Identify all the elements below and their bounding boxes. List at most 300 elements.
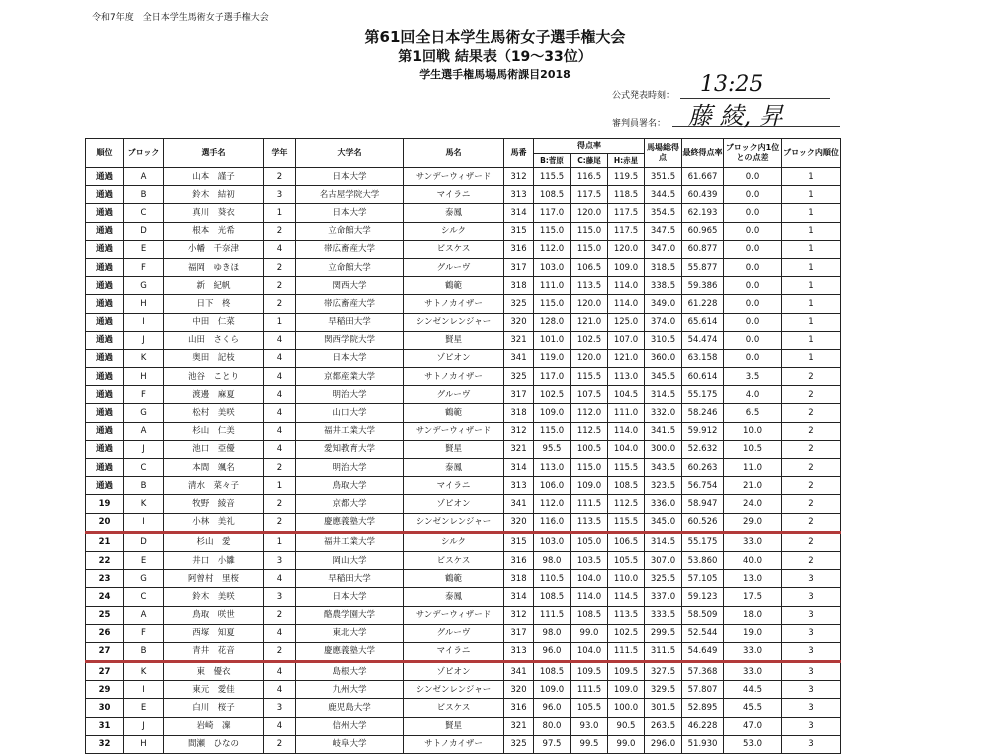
cell-rider: 本間 颯名	[164, 459, 264, 477]
cell-score-c: 116.5	[571, 168, 608, 186]
cell-final-rate: 55.175	[682, 532, 724, 551]
cell-horse: サトノカイザー	[404, 295, 504, 313]
cell-horse: ビスケス	[404, 699, 504, 717]
cell-horse: シルク	[404, 532, 504, 551]
cell-horse: 賢星	[404, 717, 504, 735]
cell-grade: 4	[264, 662, 296, 681]
cell-number: 321	[504, 331, 534, 349]
cell-grade: 3	[264, 186, 296, 204]
cell-block: F	[124, 624, 164, 642]
cell-score-h: 90.5	[608, 717, 645, 735]
cell-block-rank: 3	[782, 606, 841, 624]
table-row	[86, 168, 841, 186]
cell-block-rank: 2	[782, 459, 841, 477]
cell-diff: 4.0	[724, 386, 782, 404]
cell-horse: 賢星	[404, 331, 504, 349]
cell-number: 341	[504, 495, 534, 513]
cell-rank: 21	[86, 532, 124, 551]
cell-total: 301.5	[645, 699, 682, 717]
cell-score-c: 105.5	[571, 699, 608, 717]
cell-final-rate: 54.474	[682, 331, 724, 349]
cell-score-b: 111.5	[534, 606, 571, 624]
table-row	[86, 440, 841, 458]
cell-block: G	[124, 277, 164, 295]
cell-horse: ゾピオン	[404, 349, 504, 367]
cell-block: I	[124, 313, 164, 331]
cell-number: 313	[504, 642, 534, 661]
table-row	[86, 570, 841, 588]
cell-block-rank: 3	[782, 662, 841, 681]
cell-score-c: 115.0	[571, 240, 608, 258]
table-row	[86, 331, 841, 349]
cell-score-c: 115.0	[571, 222, 608, 240]
cell-total: 325.5	[645, 570, 682, 588]
cell-rank: 20	[86, 513, 124, 532]
cell-rider: 鳥取 咲世	[164, 606, 264, 624]
cell-total: 354.5	[645, 204, 682, 222]
cell-block-rank: 2	[782, 551, 841, 569]
table-row	[86, 513, 841, 532]
cell-total: 314.5	[645, 386, 682, 404]
cell-rank: 通過	[86, 204, 124, 222]
cell-rank: 通過	[86, 459, 124, 477]
cell-block: J	[124, 440, 164, 458]
cell-diff: 0.0	[724, 258, 782, 276]
cell-score-c: 99.5	[571, 735, 608, 753]
cell-diff: 17.5	[724, 588, 782, 606]
cell-total: 310.5	[645, 331, 682, 349]
cell-grade: 4	[264, 240, 296, 258]
cell-score-b: 103.0	[534, 258, 571, 276]
cell-number: 314	[504, 459, 534, 477]
table-row	[86, 662, 841, 681]
cell-block: C	[124, 204, 164, 222]
cell-rank: 通過	[86, 477, 124, 495]
cell-horse: ゾピオン	[404, 662, 504, 681]
cell-score-b: 108.5	[534, 662, 571, 681]
cell-score-h: 106.5	[608, 532, 645, 551]
cell-block: K	[124, 349, 164, 367]
cell-rider: 小幡 千奈津	[164, 240, 264, 258]
cell-total: 336.0	[645, 495, 682, 513]
cell-score-b: 115.5	[534, 168, 571, 186]
cell-block: I	[124, 513, 164, 532]
cell-rank: 通過	[86, 440, 124, 458]
cell-block-rank: 3	[782, 717, 841, 735]
cell-total: 374.0	[645, 313, 682, 331]
cell-score-h: 104.5	[608, 386, 645, 404]
cell-score-h: 115.5	[608, 513, 645, 532]
results-body	[86, 168, 841, 754]
cell-rider: 根本 光希	[164, 222, 264, 240]
cell-diff: 3.5	[724, 368, 782, 386]
table-row	[86, 204, 841, 222]
cell-horse: サンデーウィザード	[404, 606, 504, 624]
cell-rank: 24	[86, 588, 124, 606]
cell-number: 316	[504, 240, 534, 258]
cell-grade: 2	[264, 222, 296, 240]
cell-diff: 0.0	[724, 349, 782, 367]
header-diff: ブロック内1位との点差	[724, 139, 782, 168]
cell-total: 360.0	[645, 349, 682, 367]
cell-final-rate: 59.123	[682, 588, 724, 606]
table-row	[86, 222, 841, 240]
cell-horse: グルーヴ	[404, 624, 504, 642]
cell-horse: 賢星	[404, 440, 504, 458]
cell-rider: 東元 愛佳	[164, 681, 264, 699]
cell-diff: 0.0	[724, 240, 782, 258]
cell-block: B	[124, 477, 164, 495]
cell-university: 立命館大学	[296, 258, 404, 276]
cell-rank: 32	[86, 735, 124, 753]
cell-block: J	[124, 717, 164, 735]
cell-score-b: 108.5	[534, 186, 571, 204]
cell-total: 314.5	[645, 532, 682, 551]
cell-block-rank: 1	[782, 349, 841, 367]
cell-rank: 通過	[86, 168, 124, 186]
cell-score-c: 108.5	[571, 606, 608, 624]
cell-diff: 33.0	[724, 662, 782, 681]
cell-rank: 通過	[86, 240, 124, 258]
cell-score-h: 119.5	[608, 168, 645, 186]
cell-score-b: 119.0	[534, 349, 571, 367]
cell-grade: 4	[264, 404, 296, 422]
cell-final-rate: 58.947	[682, 495, 724, 513]
cell-block-rank: 1	[782, 258, 841, 276]
cell-rank: 25	[86, 606, 124, 624]
header-judge-b: B:菅原	[534, 154, 571, 168]
cell-score-h: 121.0	[608, 349, 645, 367]
cell-rank: 通過	[86, 331, 124, 349]
cell-block-rank: 1	[782, 186, 841, 204]
cell-final-rate: 52.632	[682, 440, 724, 458]
table-row	[86, 386, 841, 404]
cell-university: 早稲田大学	[296, 313, 404, 331]
cell-final-rate: 65.614	[682, 313, 724, 331]
cell-grade: 2	[264, 459, 296, 477]
cell-total: 299.5	[645, 624, 682, 642]
cell-score-b: 95.5	[534, 440, 571, 458]
cell-score-h: 111.0	[608, 404, 645, 422]
cell-diff: 24.0	[724, 495, 782, 513]
cell-rank: 通過	[86, 258, 124, 276]
cell-grade: 2	[264, 495, 296, 513]
cell-score-c: 105.0	[571, 532, 608, 551]
cell-score-h: 109.5	[608, 662, 645, 681]
cell-block-rank: 1	[782, 331, 841, 349]
cell-university: 慶應義塾大学	[296, 642, 404, 661]
cell-score-c: 93.0	[571, 717, 608, 735]
cell-number: 325	[504, 295, 534, 313]
cell-score-b: 111.0	[534, 277, 571, 295]
cell-grade: 4	[264, 422, 296, 440]
cell-rank: 通過	[86, 186, 124, 204]
cell-rider: 井口 小雛	[164, 551, 264, 569]
cell-diff: 21.0	[724, 477, 782, 495]
cell-block: J	[124, 331, 164, 349]
cell-horse: グルーヴ	[404, 386, 504, 404]
cell-block-rank: 2	[782, 386, 841, 404]
cell-block-rank: 2	[782, 404, 841, 422]
table-row	[86, 532, 841, 551]
table-row	[86, 624, 841, 642]
cell-block: G	[124, 404, 164, 422]
cell-rank: 通過	[86, 422, 124, 440]
cell-rider: 福岡 ゆきほ	[164, 258, 264, 276]
cell-score-c: 112.0	[571, 404, 608, 422]
cell-total: 300.0	[645, 440, 682, 458]
cell-score-c: 113.5	[571, 277, 608, 295]
cell-final-rate: 62.193	[682, 204, 724, 222]
cell-final-rate: 57.105	[682, 570, 724, 588]
cell-university: 信州大学	[296, 717, 404, 735]
cell-rider: 清水 菜々子	[164, 477, 264, 495]
cell-score-b: 97.5	[534, 735, 571, 753]
cell-block-rank: 1	[782, 222, 841, 240]
cell-university: 日本大学	[296, 168, 404, 186]
cell-total: 329.5	[645, 681, 682, 699]
cell-grade: 2	[264, 295, 296, 313]
cell-score-h: 114.0	[608, 422, 645, 440]
cell-score-h: 114.0	[608, 277, 645, 295]
cell-final-rate: 60.263	[682, 459, 724, 477]
cell-rank: 通過	[86, 295, 124, 313]
cell-score-h: 100.0	[608, 699, 645, 717]
cell-block: G	[124, 570, 164, 588]
cell-rider: 東 優衣	[164, 662, 264, 681]
cell-diff: 53.0	[724, 735, 782, 753]
cell-block: E	[124, 699, 164, 717]
cell-final-rate: 55.175	[682, 386, 724, 404]
cell-number: 318	[504, 277, 534, 295]
cell-rider: 中田 仁菜	[164, 313, 264, 331]
table-row	[86, 258, 841, 276]
cell-block-rank: 2	[782, 532, 841, 551]
table-row	[86, 186, 841, 204]
cell-score-c: 104.0	[571, 642, 608, 661]
cell-diff: 0.0	[724, 331, 782, 349]
header-final-rate: 最終得点率	[682, 139, 724, 168]
cell-total: 347.0	[645, 240, 682, 258]
cell-horse: サンデーウィザード	[404, 168, 504, 186]
cell-block-rank: 1	[782, 168, 841, 186]
cell-grade: 4	[264, 386, 296, 404]
cell-rank: 通過	[86, 222, 124, 240]
cell-grade: 4	[264, 570, 296, 588]
cell-rider: 間瀬 ひなの	[164, 735, 264, 753]
cell-score-h: 109.0	[608, 258, 645, 276]
cell-horse: 鶴範	[404, 570, 504, 588]
cell-horse: ビスケス	[404, 240, 504, 258]
table-row	[86, 295, 841, 313]
table-row	[86, 313, 841, 331]
cell-grade: 3	[264, 551, 296, 569]
cell-rider: 奥田 記枝	[164, 349, 264, 367]
cell-horse: シルク	[404, 222, 504, 240]
table-row	[86, 699, 841, 717]
cell-total: 338.5	[645, 277, 682, 295]
cell-score-b: 128.0	[534, 313, 571, 331]
cell-score-b: 106.0	[534, 477, 571, 495]
cell-final-rate: 46.228	[682, 717, 724, 735]
cell-grade: 4	[264, 717, 296, 735]
cell-grade: 1	[264, 204, 296, 222]
header-block-rank: ブロック内順位	[782, 139, 841, 168]
cell-grade: 2	[264, 277, 296, 295]
cell-score-b: 115.0	[534, 222, 571, 240]
cell-university: 酪農学園大学	[296, 606, 404, 624]
cell-diff: 47.0	[724, 717, 782, 735]
cell-final-rate: 60.439	[682, 186, 724, 204]
cell-rider: 牧野 綾音	[164, 495, 264, 513]
cell-score-h: 108.5	[608, 477, 645, 495]
cell-block: A	[124, 422, 164, 440]
cell-grade: 3	[264, 588, 296, 606]
cell-diff: 0.0	[724, 186, 782, 204]
cell-diff: 0.0	[724, 168, 782, 186]
cell-horse: 鶴範	[404, 277, 504, 295]
cell-score-c: 117.5	[571, 186, 608, 204]
cell-block-rank: 2	[782, 422, 841, 440]
cell-score-h: 112.5	[608, 495, 645, 513]
cell-number: 313	[504, 477, 534, 495]
cell-score-c: 115.5	[571, 368, 608, 386]
cell-university: 福井工業大学	[296, 532, 404, 551]
cell-horse: グルーヴ	[404, 258, 504, 276]
header-horse: 馬名	[404, 139, 504, 168]
cell-block-rank: 2	[782, 440, 841, 458]
cell-diff: 10.5	[724, 440, 782, 458]
cell-total: 311.5	[645, 642, 682, 661]
cell-score-h: 113.5	[608, 606, 645, 624]
cell-total: 333.5	[645, 606, 682, 624]
cell-score-h: 115.5	[608, 459, 645, 477]
table-row	[86, 717, 841, 735]
cell-score-c: 111.5	[571, 681, 608, 699]
cell-total: 351.5	[645, 168, 682, 186]
cell-score-c: 114.0	[571, 588, 608, 606]
cell-university: 岡山大学	[296, 551, 404, 569]
cell-rank: 19	[86, 495, 124, 513]
cell-rank: 通過	[86, 313, 124, 331]
cell-grade: 4	[264, 331, 296, 349]
cell-number: 320	[504, 513, 534, 532]
cell-rank: 31	[86, 717, 124, 735]
cell-rank: 26	[86, 624, 124, 642]
cell-university: 九州大学	[296, 681, 404, 699]
table-row	[86, 735, 841, 753]
cell-number: 341	[504, 349, 534, 367]
cell-final-rate: 52.544	[682, 624, 724, 642]
cell-total: 345.5	[645, 368, 682, 386]
cell-block-rank: 1	[782, 240, 841, 258]
era-label: 令和7年度 全日本学生馬術女子選手権大会	[92, 13, 269, 23]
cell-grade: 2	[264, 258, 296, 276]
cell-score-b: 103.0	[534, 532, 571, 551]
cell-score-b: 109.0	[534, 681, 571, 699]
cell-rank: 22	[86, 551, 124, 569]
cell-diff: 0.0	[724, 204, 782, 222]
header-number: 馬番	[504, 139, 534, 168]
table-row	[86, 422, 841, 440]
cell-block: B	[124, 186, 164, 204]
cell-score-h: 110.0	[608, 570, 645, 588]
cell-score-b: 108.5	[534, 588, 571, 606]
cell-score-c: 99.0	[571, 624, 608, 642]
cell-total: 341.5	[645, 422, 682, 440]
cell-block: E	[124, 551, 164, 569]
cell-score-c: 121.0	[571, 313, 608, 331]
cell-diff: 11.0	[724, 459, 782, 477]
cell-horse: サンデーウィザード	[404, 422, 504, 440]
cell-block-rank: 1	[782, 277, 841, 295]
cell-rider: 小林 美礼	[164, 513, 264, 532]
cell-total: 307.0	[645, 551, 682, 569]
cell-final-rate: 58.509	[682, 606, 724, 624]
cell-block: H	[124, 295, 164, 313]
cell-university: 帯広畜産大学	[296, 240, 404, 258]
cell-total: 347.5	[645, 222, 682, 240]
cell-diff: 29.0	[724, 513, 782, 532]
cell-block: A	[124, 606, 164, 624]
cell-score-h: 105.5	[608, 551, 645, 569]
cell-total: 318.5	[645, 258, 682, 276]
cell-diff: 0.0	[724, 222, 782, 240]
cell-horse: シンゼンレンジャー	[404, 313, 504, 331]
cell-university: 京都大学	[296, 495, 404, 513]
cell-horse: サトノカイザー	[404, 368, 504, 386]
cell-score-c: 102.5	[571, 331, 608, 349]
cell-block-rank: 1	[782, 313, 841, 331]
cell-total: 344.5	[645, 186, 682, 204]
cell-block-rank: 1	[782, 204, 841, 222]
cell-horse: シンゼンレンジャー	[404, 513, 504, 532]
cell-number: 320	[504, 681, 534, 699]
cell-rank: 29	[86, 681, 124, 699]
cell-score-h: 99.0	[608, 735, 645, 753]
cell-rider: 松村 美咲	[164, 404, 264, 422]
cell-number: 317	[504, 386, 534, 404]
table-row	[86, 606, 841, 624]
cell-diff: 33.0	[724, 532, 782, 551]
cell-rank: 通過	[86, 404, 124, 422]
cell-rider: 岩崎 凜	[164, 717, 264, 735]
cell-diff: 18.0	[724, 606, 782, 624]
table-row	[86, 588, 841, 606]
cell-rider: 渡邊 麻夏	[164, 386, 264, 404]
cell-number: 341	[504, 662, 534, 681]
cell-total: 337.0	[645, 588, 682, 606]
cell-score-b: 113.0	[534, 459, 571, 477]
cell-university: 関西大学	[296, 277, 404, 295]
cell-university: 帯広畜産大学	[296, 295, 404, 313]
cell-horse: ビスケス	[404, 551, 504, 569]
cell-score-c: 115.0	[571, 459, 608, 477]
cell-number: 325	[504, 735, 534, 753]
cell-number: 317	[504, 258, 534, 276]
cell-block-rank: 3	[782, 642, 841, 661]
cell-final-rate: 61.228	[682, 295, 724, 313]
cell-number: 314	[504, 204, 534, 222]
cell-total: 332.0	[645, 404, 682, 422]
cell-university: 早稲田大学	[296, 570, 404, 588]
table-row	[86, 459, 841, 477]
cell-score-c: 120.0	[571, 204, 608, 222]
cell-horse: 泰鳳	[404, 204, 504, 222]
cell-university: 鳥取大学	[296, 477, 404, 495]
cell-score-b: 80.0	[534, 717, 571, 735]
cell-final-rate: 53.860	[682, 551, 724, 569]
